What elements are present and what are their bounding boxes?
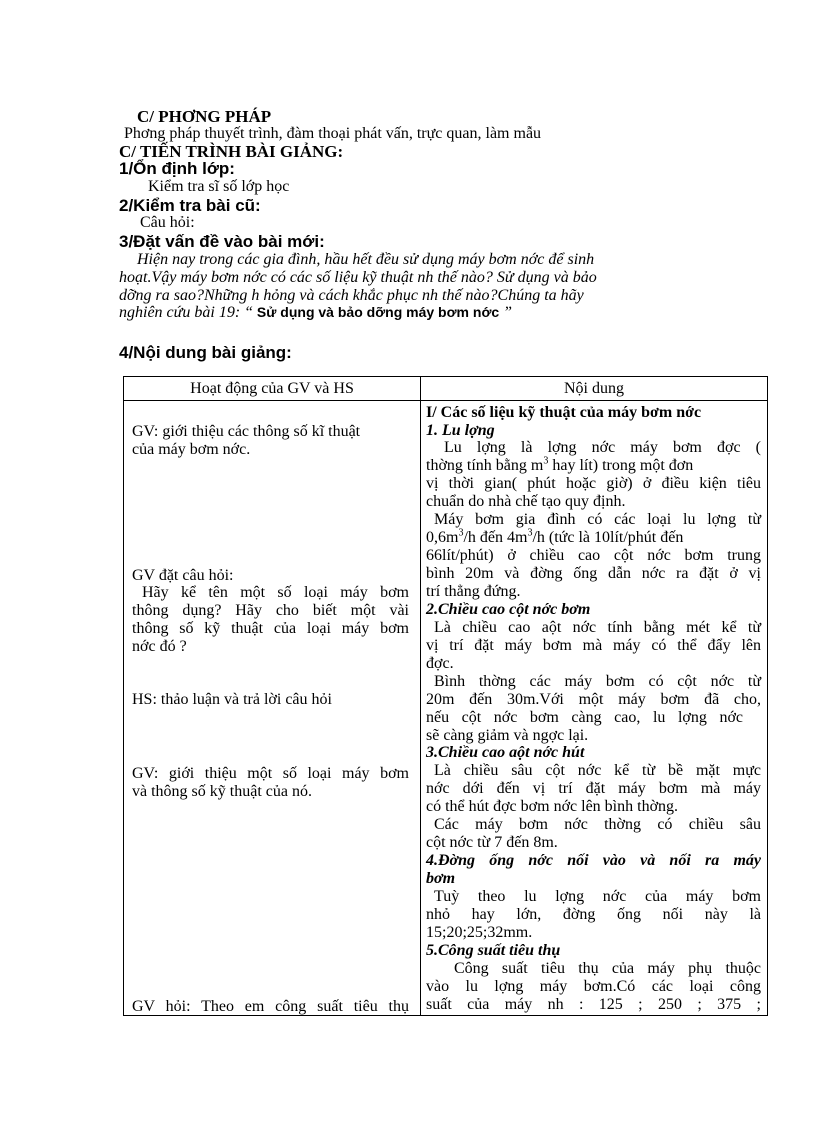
power-line1: Công suất tiêu thụ của máy phụ thuộc xyxy=(454,960,761,977)
pipe-line2: nhỏ hay lớn, đờng ống nối này là xyxy=(426,906,761,923)
pump-height-title: 2.Chiều cao cột nớc bơm xyxy=(426,601,591,618)
pump-height-line2: vị trí đặt máy bơm mà máy có thể đẩy lên xyxy=(426,637,761,654)
section3-line3: dỡng ra sao?Những h hỏng và cách khắc phục nh thế nào?Chúng ta hãy xyxy=(119,287,584,304)
pump-height-line3: đợc. xyxy=(426,655,454,672)
section3-line1: Hiện nay trong các gia đình, hầu hết đều sử dụng máy bơm nớc để sinh xyxy=(137,251,595,268)
section1-title: 1/Ổn định lớp: xyxy=(119,159,235,178)
suction-line5: cột nớc từ 7 đến 8m. xyxy=(426,834,558,851)
column-divider xyxy=(420,377,421,1015)
section3-line2: hoạt.Vậy máy bơm nớc có các số liệu kỹ thuật nh thế nào? Sử dụng và bảo xyxy=(119,269,597,286)
gv-question-line4: thông số kỹ thuật của loại máy bơm xyxy=(132,620,409,637)
gv-question-line2: Hãy kể tên một số loại máy bơm xyxy=(142,584,409,601)
gv-types-line1: GV: giới thiệu một số loại máy bơm xyxy=(132,765,409,782)
flow-line6-a: 0,6m xyxy=(426,529,459,546)
pump-height-line5: 20m đến 30m.Với một máy bơm đã cho, xyxy=(426,691,761,708)
flow-line9: trí thẳng đứng. xyxy=(426,583,521,600)
flow-line3: vị thời gian( phút hoặc giờ) ở điều kiện tiêu xyxy=(426,475,761,492)
flow-title: 1. Lu lợng xyxy=(426,422,495,439)
flow-line2-a: thờng tính bằng m xyxy=(426,457,544,474)
flow-line6-c: /h đến 4m xyxy=(463,529,528,546)
gv-intro-line1: GV: giới thiệu các thông số kĩ thuật xyxy=(132,423,361,440)
pipe-title-line2: bơm xyxy=(426,870,456,887)
flow-line5: Máy bơm gia đình có các loại lu lợng từ xyxy=(434,511,761,528)
hs-discuss: HS: thảo luận và trả lời câu hỏi xyxy=(132,691,332,708)
pipe-title-line1: 4.Đờng ống nớc nối vào và nối ra máy xyxy=(426,852,761,869)
col1-header: Hoạt động của GV và HS xyxy=(190,380,354,397)
section2-title: 2/Kiểm tra bài cũ: xyxy=(119,196,261,215)
power-line3: suất của máy nh : 125 ; 250 ; 375 ; xyxy=(426,996,761,1013)
method-text: Phơng pháp thuyết trình, đàm thoại phát vấn, trực quan, làm mẫu xyxy=(124,125,542,142)
gv-question-line3: thông dụng? Hãy cho biết một vài xyxy=(132,602,409,619)
gv-intro-line2: của máy bơm nớc. xyxy=(132,441,251,458)
sec1-title: I/ Các số liệu kỹ thuật của máy bơm nớc xyxy=(426,404,702,421)
suction-title: 3.Chiều cao aột nớc hút xyxy=(426,744,585,761)
suction-line3: có thể hút đợc bơm nớc lên bình thờng. xyxy=(426,798,679,815)
power-title: 5.Công suất tiêu thụ xyxy=(426,942,561,959)
gv-ask-power: GV hỏi: Theo em công suất tiêu thụ xyxy=(132,998,409,1015)
col2-header: Nội dung xyxy=(564,380,624,397)
pipe-line3: 15;20;25;32mm. xyxy=(426,924,533,941)
suction-line4: Các máy bơm nớc thờng có chiều sâu xyxy=(434,816,761,833)
gv-question-line5: nớc đó ? xyxy=(132,638,187,655)
pump-height-line6: nếu cột nớc bơm càng cao, lu lợng nớc xyxy=(426,709,743,726)
flow-line2-c: hay lít) trong một đơn xyxy=(548,457,694,474)
power-line2: vào lu lợng máy bơm.Có các loại công xyxy=(426,978,761,995)
gv-question-line1: GV đặt câu hỏi: xyxy=(132,567,234,584)
method-title: C/ PHƠNG PHÁP xyxy=(137,107,272,126)
flow-line6-sup1: 3 xyxy=(458,527,464,539)
flow-line6-e: /h (tức là 10lít/phút đến xyxy=(532,529,684,546)
pipe-line1: Tuỳ theo lu lợng nớc của máy bơm xyxy=(434,888,761,905)
gv-types-line2: và thông số kỹ thuật của nó. xyxy=(132,783,312,800)
process-title: C/ TIẾN TRÌNH BÀI GIẢNG: xyxy=(119,142,344,161)
section3-line4-lead: nghiên cứu bài 19: “ xyxy=(119,304,254,321)
flow-line2-sup: 3 xyxy=(543,455,549,467)
flow-line6-sup2: 3 xyxy=(527,527,533,539)
suction-line2: nớc dới đến vị trí đặt máy bơm mà máy xyxy=(426,780,761,797)
suction-line1: Là chiều sâu cột nớc kể từ bề mặt mực xyxy=(434,762,761,779)
flow-line1: Lu lợng là lợng nớc máy bơm đợc ( xyxy=(444,439,761,456)
section2-text: Câu hỏi: xyxy=(140,214,195,231)
flow-line6 xyxy=(426,527,684,546)
flow-line7: 66lít/phút) ở chiều cao cột nớc bơm trung xyxy=(426,547,761,564)
section1-text: Kiểm tra sĩ số lớp học xyxy=(148,178,290,195)
header-divider xyxy=(124,400,767,401)
section3-title: 3/Đặt vấn đề vào bài mới: xyxy=(119,232,325,251)
flow-line2 xyxy=(426,455,761,474)
pump-height-line7: sẽ càng giảm và ngợc lại. xyxy=(426,727,589,744)
lesson-table xyxy=(123,376,768,1016)
pump-height-line1: Là chiều cao aột nớc tính bằng mét kể từ xyxy=(434,619,761,636)
pump-height-line4: Bình thờng các máy bơm có cột nớc từ xyxy=(434,673,761,690)
flow-line8: bình 20m và đờng ống dẫn nớc ra đặt ở vị xyxy=(426,565,761,582)
lesson-title: Sử dụng và bảo dỡng máy bơm nớc xyxy=(253,304,504,320)
section3-line4 xyxy=(119,305,512,321)
section4-title: 4/Nội dung bài giảng: xyxy=(119,343,292,362)
flow-line4: chuẩn do nhà chế tạo quy định. xyxy=(426,493,626,510)
section3-line4-close: ” xyxy=(503,304,512,321)
